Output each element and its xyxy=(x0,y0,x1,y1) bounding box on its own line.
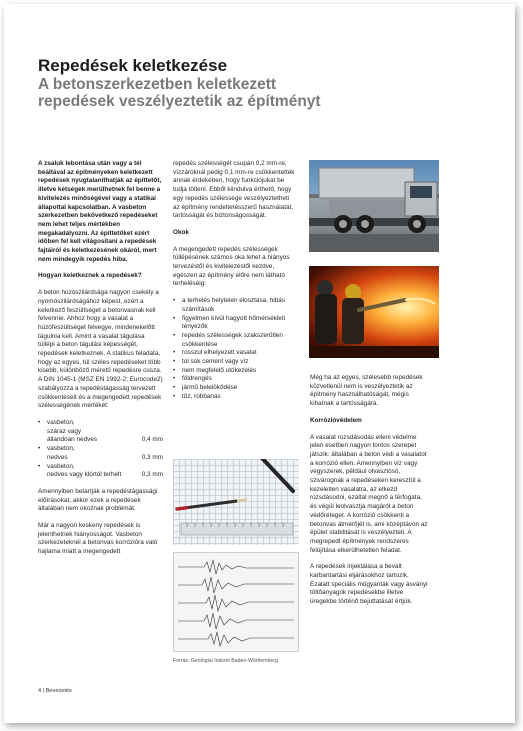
list-item: • nem megfelelő utókezelés xyxy=(173,367,297,376)
seismograph-waves xyxy=(174,553,298,651)
fire-photo xyxy=(309,266,439,358)
section-heading-corrosion: Korrózióvédelem xyxy=(310,416,362,424)
section-name: Bevezetés xyxy=(45,688,72,694)
seismograph-image xyxy=(173,552,299,652)
body-paragraph: A beton húzószilárdsága nagyon csekély a nyomószilárdságához képest, ezért a keletkező feszültséget a betonvasnak kell felvennie. Ahhoz hogy a vasalat a húzófeszültséget felvegye, mindenekelőtt tágulnia kell. Amint a vasalat tágulása túllépi a beton tágulási képességét, repedések keletkeznek. A statikus feladata, hogy az egyes, túl széles repedéseket több kisebb, különböző méretű repedésre ossza. A DIN 1045-1 (MSZ EN 1992-2; Eurocode2) szabályozza a repedéstágasság tervezett csökkentéseit és a megengedett repedések szélességének mértékét: xyxy=(38,289,163,410)
truck-illustration xyxy=(309,160,439,252)
list-item: • a terhelés helytelen elosztása, hibás számítások xyxy=(173,297,297,314)
causes-list xyxy=(173,297,297,401)
pencil-ruler-illustration xyxy=(173,459,299,545)
list-item: • túl sok cement vagy víz xyxy=(173,358,297,367)
section-heading-causes: Okok xyxy=(173,228,189,236)
page-footer xyxy=(38,688,72,694)
page-subtitle: A betonszerkezetben keletkezett repedések veszélyeztetik az építményt xyxy=(38,76,321,110)
list-item: • jármű belelökődése xyxy=(173,384,297,393)
list-item: • repedés szélességek szakszerűtlen csökkentése xyxy=(173,332,297,349)
graph-paper-photo xyxy=(173,459,299,545)
firefighters-illustration xyxy=(309,266,439,358)
body-paragraph: A megengedett repedés szélességek túllépésének számos oka lehet a hiányos tervezéstől és kivitelezéstől kezdve, egészen az építmény előre nem látható terheléséig: xyxy=(173,245,290,288)
section-heading-how: Hogyan keletkeznek a repedések? xyxy=(38,272,142,280)
list-item: • földrengés xyxy=(173,375,297,384)
list-item: • vasbeton, nedves 0,3 mm xyxy=(38,445,163,462)
list-item: • rosszul elhelyezett vasalat xyxy=(173,349,297,358)
body-paragraph: A repedések injektálása a bevált karbantartási eljárásokhoz tartozik. Ezalatt speciális műgyanták vagy ásványi töltőanyagok repedésekbe illetve üregekbe történő bejuttatását értjük. xyxy=(310,563,428,606)
column-right xyxy=(310,374,430,615)
body-paragraph: Még ha az egyes, szélesebb repedések közvetlenül nem is veszélyeztetik az építmény használhatóságát, mégis kihatnak a tartósságára. xyxy=(310,374,423,408)
page-number: 4 xyxy=(38,688,42,694)
column-middle xyxy=(173,160,297,410)
column-left xyxy=(38,160,163,565)
document-page xyxy=(4,4,515,723)
page-title: Repedések keletkezése xyxy=(38,56,228,75)
footer-separator: | xyxy=(42,688,45,694)
truck-photo xyxy=(309,160,439,252)
list-item: • figyelmen kívül hagyott hőmérsékleti tényezők xyxy=(173,315,297,332)
list-item: • vasbeton, nedves vagy klórtól terhelt 0,3 mm xyxy=(38,463,163,480)
crack-width-list xyxy=(38,419,163,480)
list-item: • vasbeton, száraz vagy állandóan nedves 0,4 mm xyxy=(38,419,163,445)
image-caption: Forrás: Geológiai Intézet Baden-Württemberg xyxy=(173,658,278,664)
body-paragraph: A vasalat rozsdásodás elleni védelme jelen esetben nagyon fontos szerepet játszik: általában a beton védi a vasalatot a korrózió ellen. Amennyiben víz vagy vegyszerek, például olvasztósó, szivárognak a repedéseken keresztül a kezeletlen vasalatra, az elkezd rozsdásodni, ezáltal megnő a térfogata, és végül leolvasztja magáról a beton védőréteget. A korrózió csökkenti a betonvas átmérőjét is, ami középtávon az épület stabilitását is veszélyezteti. A megrepedt építmények rendszeres felújítása elkerülhetetlen feladat. xyxy=(310,433,428,554)
list-item: • tűz, robbanás xyxy=(173,393,297,402)
body-paragraph: repedés szélességét csupán 0,2 mm-re, vízzáróknál pedig 0,1 mm-re csökkentették annak érdekében, hogy funkciójukat be tudja tölteni. Ebből kiindulva érthető, hogy egy repedés szélessége veszélyeztetheti az építmény rendeltetésszerű használatát, tartósságát és biztonságosságát. xyxy=(173,160,295,220)
body-paragraph: Amennyiben betartják a repedéstágassági előírásokat, akkor ezek a repedések általában nem okoznak problémát. xyxy=(38,487,158,513)
body-paragraph: Már a nagyon keskeny repedések is jelenthetnek hiányosságot. Vasbeton szerkezeteknél a betonvas korrózióra való hajlama miatt a megengedett xyxy=(38,522,158,556)
lead-paragraph: A zsaluk lebontása után vagy a tél beáltával az építményeken keletkezett repedések nyugtalaníthatják az építtetőt, illetve kétségek merülhetnek fel benne a kivitelezés minőségével vagy a statikai állapottal kapcsolatban. A vasbeton szerkezetben bekövetkező repedéseket nem lehet teljes mértékben megakadályozni. Az építtetőket ezért időben fel kell világosítani a repedések fajtáiról és keletkezésének okáról, mert nem mindegyik repedés hiba. xyxy=(38,160,162,263)
